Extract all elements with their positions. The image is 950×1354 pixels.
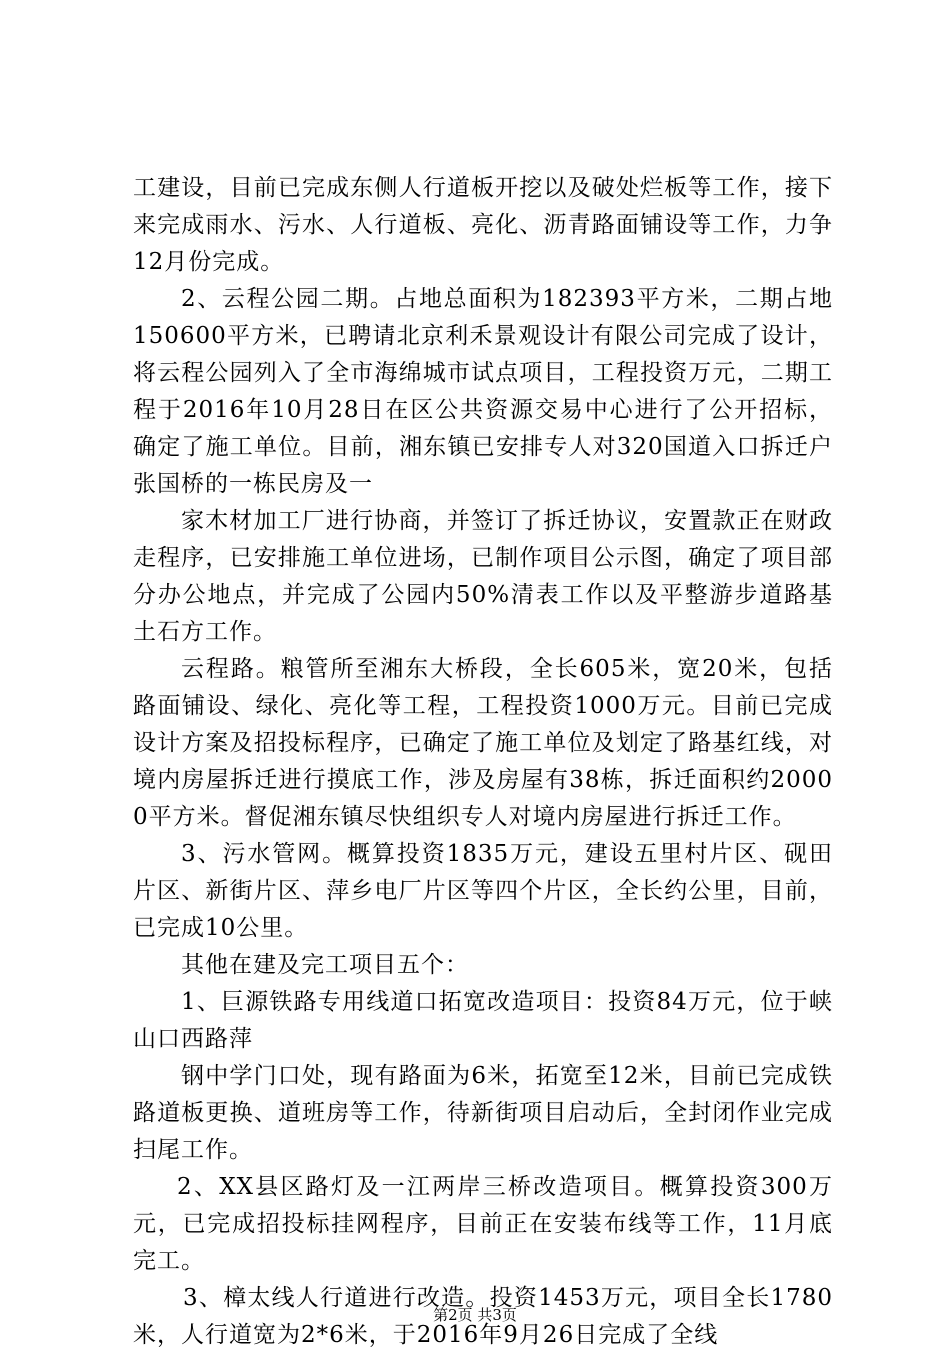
document-body — [133, 170, 833, 1354]
paragraph-10: 3、樟太线人行道进行改造。投资1453万元，项目全长1780米，人行道宽为2*6米，于2016年9月26日完成了全线 — [133, 1285, 833, 1348]
paragraph-4: 云程路。粮管所至湘东大桥段，全长605米，宽20米，包括路面铺设、绿化、亮化等工程，工程投资1000万元。目前已完成设计方案及招投标程序，已确定了施工单位及划定了路基红线，对境内房屋拆迁进行摸底工作，涉及房屋有38栋，拆迁面积约20000平方米。督促湘东镇尽快组织专人对境内房屋进行拆迁工作。 — [133, 656, 833, 830]
paragraph-3: 家木材加工厂进行协商，并签订了拆迁协议，安置款正在财政走程序，已安排施工单位进场，已制作项目公示图，确定了项目部分办公地点，并完成了公园内50%清表工作以及平整游步道路基土石方工作。 — [133, 508, 833, 645]
page-footer: 第2页 共3页 — [433, 1306, 517, 1324]
paragraph-5: 3、污水管网。概算投资1835万元，建设五里村片区、砚田片区、新街片区、萍乡电厂片区等四个片区，全长约公里，目前，已完成10公里。 — [133, 841, 833, 941]
paragraph-8: 钢中学门口处，现有路面为6米，拓宽至12米，目前已完成铁路道板更换、道班房等工作，待新街项目启动后，全封闭作业完成扫尾工作。 — [133, 1063, 833, 1163]
paragraph-7: 1、巨源铁路专用线道口拓宽改造项目：投资84万元，位于峡山口西路萍 — [133, 989, 833, 1052]
paragraph-1: 工建设，目前已完成东侧人行道板开挖以及破处烂板等工作，接下来完成雨水、污水、人行道板、亮化、沥青路面铺设等工作，力争12月份完成。 — [133, 175, 833, 275]
paragraph-9: 2、XX县区路灯及一江两岸三桥改造项目。概算投资300万元，已完成招投标挂网程序，目前正在安装布线等工作，11月底完工。 — [133, 1174, 833, 1274]
paragraph-6: 其他在建及完工项目五个： — [181, 952, 469, 978]
paragraph-2: 2、云程公园二期。占地总面积为182393平方米，二期占地150600平方米，已聘请北京利禾景观设计有限公司完成了设计，将云程公园列入了全市海绵城市试点项目，工程投资万元，二期工程于2016年10月28日在区公共资源交易中心进行了公开招标，确定了施工单位。目前，湘东镇已安排专人对320国道入口拆迁户张国桥的一栋民房及一 — [133, 286, 833, 497]
